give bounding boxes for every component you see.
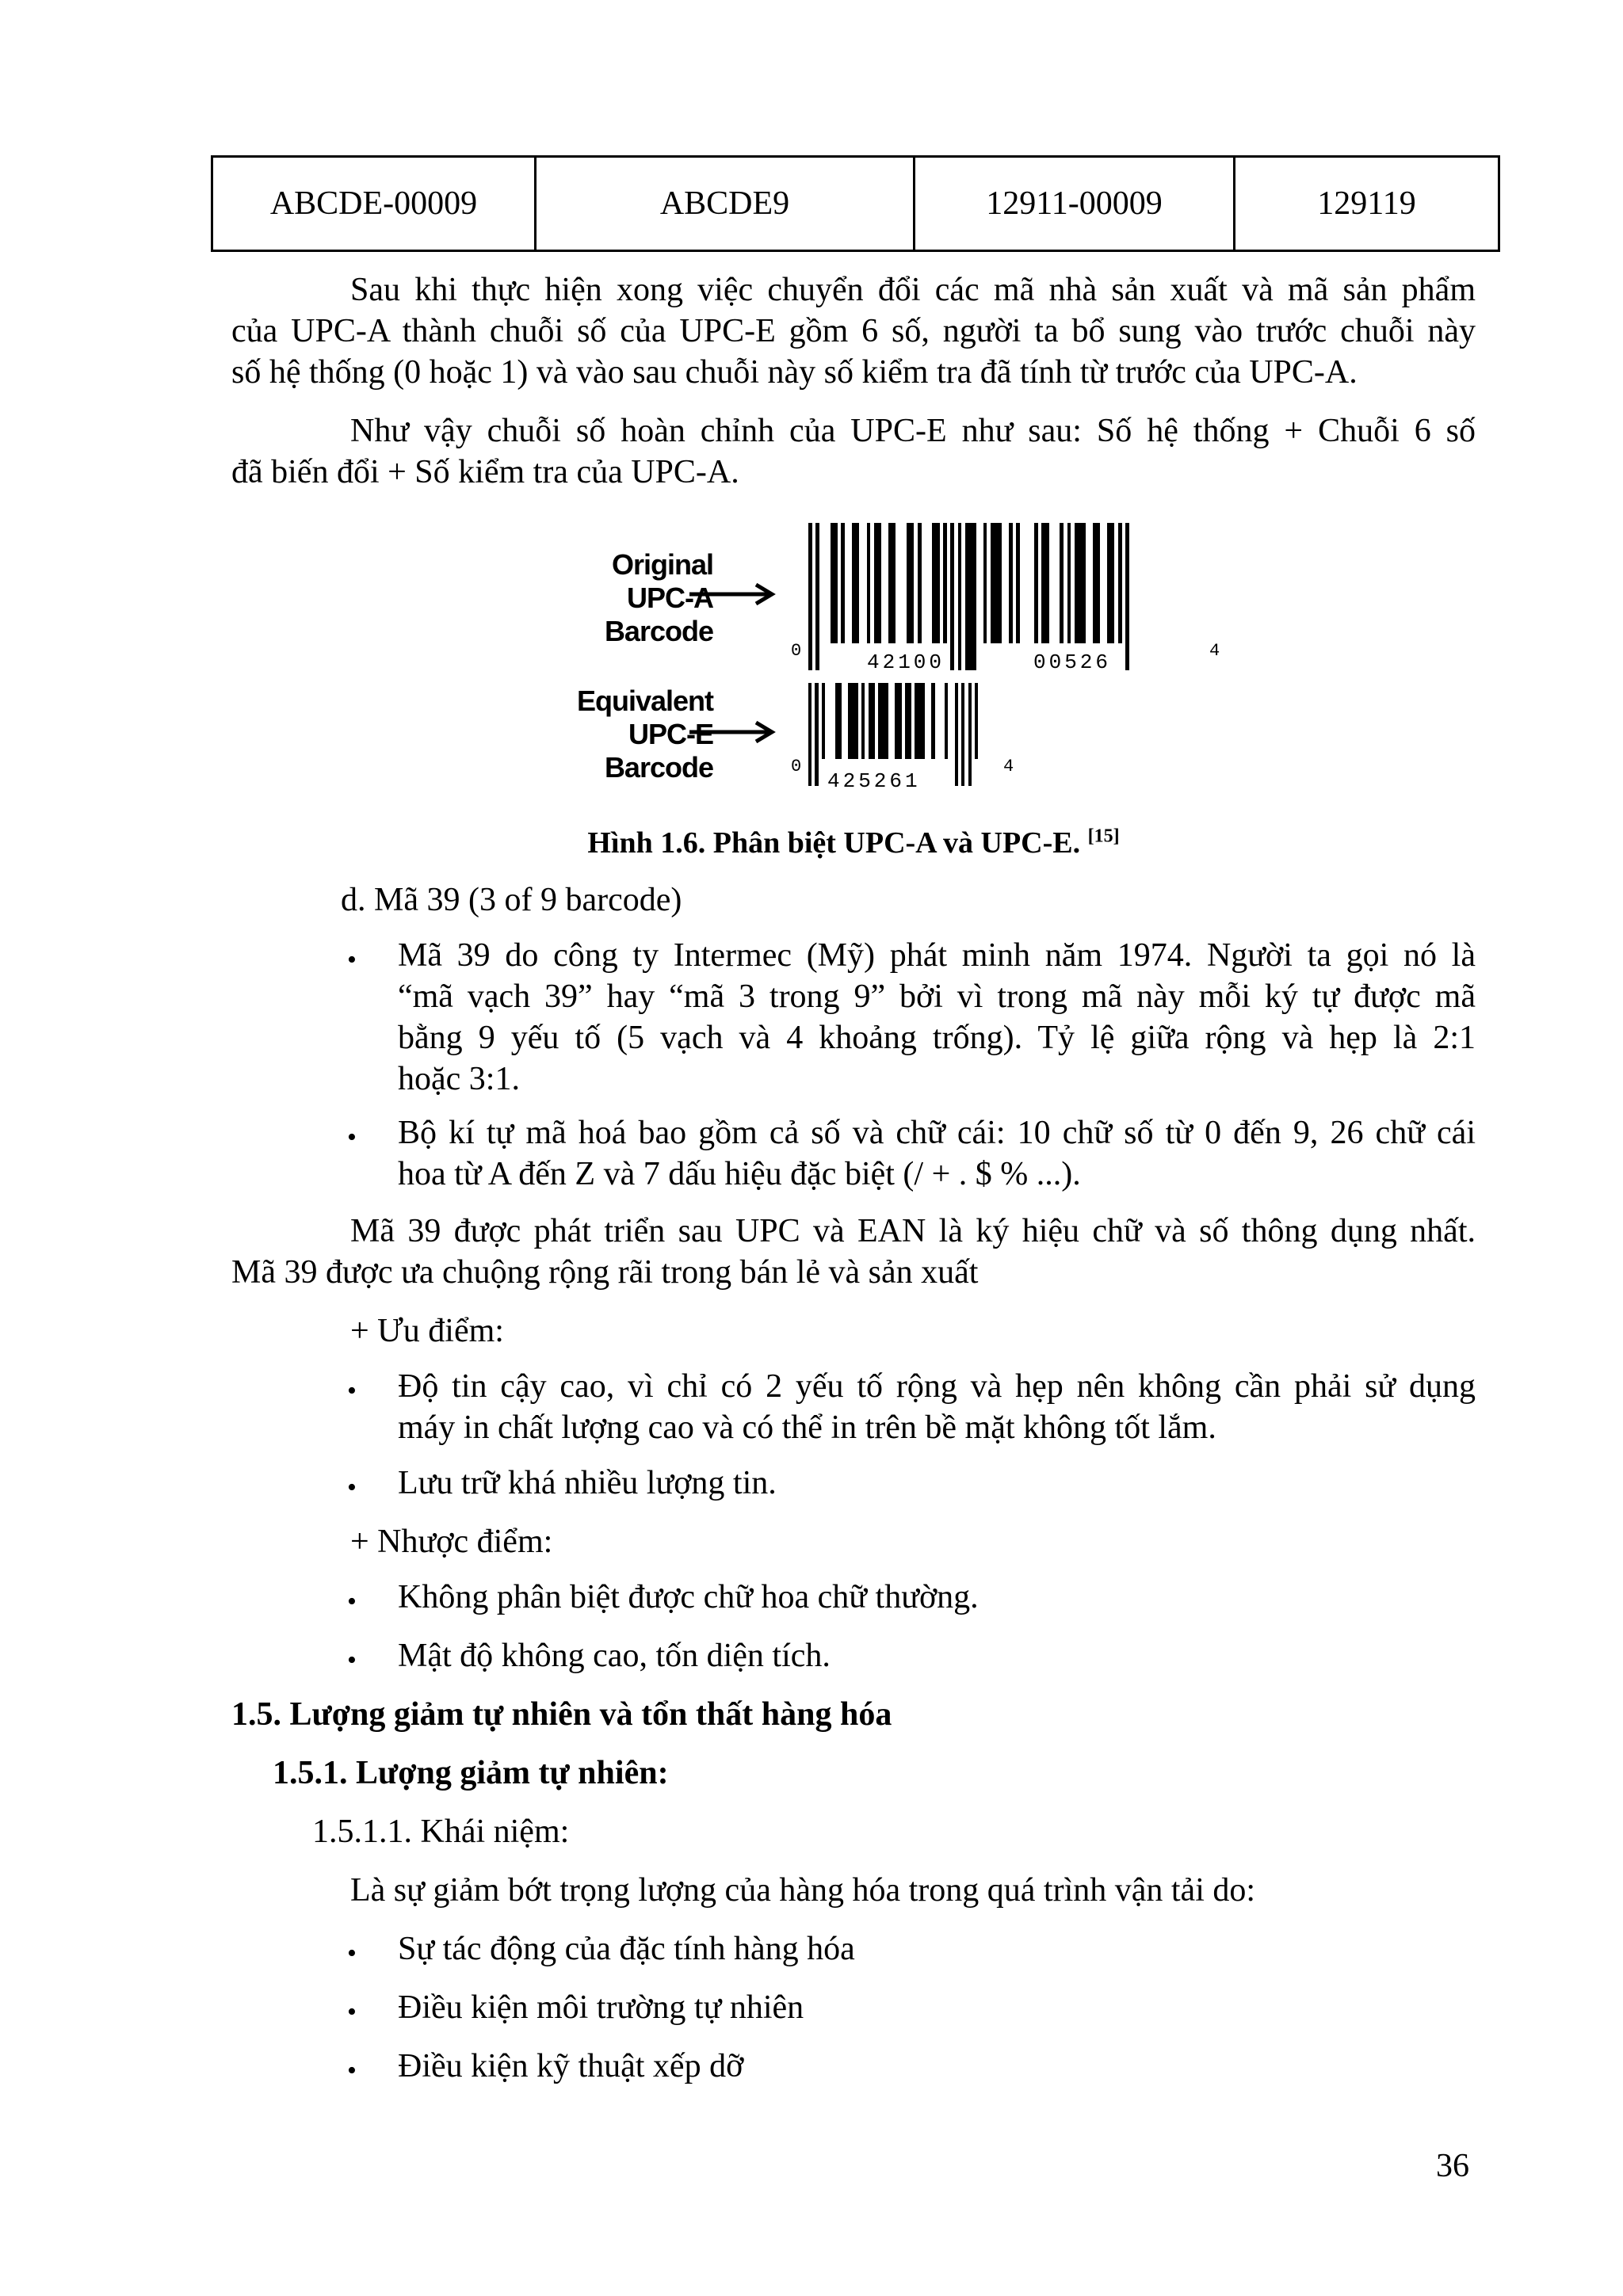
upca-label [523, 548, 713, 648]
upce-label [491, 685, 713, 784]
figure-caption [231, 824, 1476, 862]
barcode-bar [955, 683, 958, 786]
barcode-bar [991, 523, 1002, 643]
barcode-bar [874, 523, 881, 643]
bullet-icon: • [347, 1473, 357, 1502]
barcode-bar [867, 523, 871, 643]
upce-right-digit: 4 [1003, 757, 1014, 776]
table-cell: ABCDE-00009 [212, 157, 536, 251]
barcode-bar [835, 683, 842, 759]
bullet-line: Mã 39 do công ty Intermec (Mỹ) phát minh năm 1974. Người ta gọi nó là [398, 937, 1476, 974]
barcode-bar [1075, 523, 1086, 643]
barcode-bar [1118, 523, 1122, 643]
section-heading: 1.5. Lượng giảm tự nhiên và tổn thất hàng hóa [231, 1696, 892, 1733]
label-line: Equivalent [576, 685, 713, 717]
subsection-heading: 1.5.1. Lượng giảm tự nhiên: [273, 1755, 669, 1791]
label-line: Original [611, 548, 713, 581]
bullet-icon: • [347, 1123, 357, 1152]
bullet-line: Mật độ không cao, tốn diện tích. [398, 1638, 831, 1674]
barcode-bar [888, 523, 896, 643]
cons-heading: + Nhược điểm: [350, 1524, 553, 1560]
table-cell: 129119 [1235, 157, 1499, 251]
paragraph-line: của UPC-A thành chuỗi số của UPC-E gồm 6 số, người ta bổ sung vào trước chuỗi này [231, 313, 1476, 349]
code-table [211, 155, 1500, 252]
section-heading: d. Mã 39 (3 of 9 barcode) [341, 882, 682, 918]
bullet-icon: • [347, 1587, 357, 1616]
barcode-bar [831, 523, 838, 643]
bullet-icon: • [347, 1939, 357, 1968]
bullet-icon: • [347, 1646, 357, 1675]
barcode-bar [965, 523, 976, 670]
bullet-line: Độ tin cậy cao, vì chỉ có 2 yếu tố rộng và hẹp nên không cần phải sử dụng [398, 1368, 1476, 1405]
barcode-bar [822, 683, 825, 759]
upca-digits-group-1: 42100 [864, 651, 948, 673]
paragraph-line: Sau khi thực hiện xong việc chuyển đổi các mã nhà sản xuất và mã sản phẩm [350, 272, 1476, 308]
barcode-bar [958, 523, 962, 670]
upca-right-digit: 4 [1209, 641, 1220, 661]
bullet-line: Sự tác động của đặc tính hàng hóa [398, 1931, 855, 1967]
barcode-bar [975, 683, 978, 759]
bullet-line: Không phân biệt được chữ hoa chữ thường. [398, 1579, 979, 1615]
page-number: 36 [1436, 2148, 1469, 2184]
pros-heading: + Ưu điểm: [350, 1313, 504, 1349]
barcode-bar [808, 683, 812, 786]
paragraph-line: Mã 39 được ưa chuộng rộng rãi trong bán lẻ và sản xuất [231, 1254, 979, 1291]
bullet-line: “mã vạch 39” hay “mã 3 trong 9” bởi vì trong mã này mỗi ký tự được mã [398, 978, 1476, 1015]
upce-left-digit: 0 [791, 757, 802, 776]
label-line: UPC-E [628, 718, 713, 750]
arrow-right-icon [689, 716, 785, 748]
upca-digits-group-2: 00526 [1030, 651, 1114, 673]
table-cell: 12911-00009 [915, 157, 1235, 251]
label-line: UPC-A [627, 582, 713, 614]
barcode-bar [895, 683, 901, 759]
barcode-bar [932, 523, 939, 643]
bullet-line: bằng 9 yếu tố (5 vạch và 4 khoảng trống). Tỷ lệ giữa rộng và hẹp là 2:1 [398, 1020, 1476, 1056]
bullet-line: Điều kiện kỹ thuật xếp dỡ [398, 2048, 744, 2084]
bullet-icon: • [347, 1376, 357, 1405]
barcode-bar [878, 683, 888, 759]
barcode-bar [1093, 523, 1100, 643]
bullet-line: Điều kiện môi trường tự nhiên [398, 1989, 804, 2026]
barcode-bar [1041, 523, 1048, 643]
bullet-icon: • [347, 1997, 357, 2027]
barcode-bar [931, 683, 934, 759]
barcode-bar [943, 523, 947, 643]
bullet-icon: • [347, 945, 357, 974]
barcode-bar [1016, 523, 1020, 643]
caption-reference: [15] [1087, 826, 1120, 847]
paragraph-line: Như vậy chuỗi số hoàn chỉnh của UPC-E như sau: Số hệ thống + Chuỗi 6 số [350, 413, 1476, 449]
paragraph-line: đã biến đổi + Số kiểm tra của UPC-A. [231, 454, 739, 490]
barcode-bar [918, 523, 922, 643]
table-cell: ABCDE9 [536, 157, 915, 251]
bullet-line: máy in chất lượng cao và có thể in trên bề mặt không tốt lắm. [398, 1409, 1216, 1446]
barcode-bar [1034, 523, 1038, 643]
barcode-bar [1060, 523, 1064, 643]
barcode-figure [491, 515, 1252, 800]
barcode-bar [1009, 523, 1013, 643]
paragraph-line: số hệ thống (0 hoặc 1) và vào sau chuỗi này số kiểm tra đã tính từ trước của UPC-A. [231, 354, 1358, 391]
barcode-bar [945, 683, 948, 759]
table-row [212, 157, 1499, 251]
barcode-bar [907, 523, 914, 643]
barcode-bar [841, 523, 845, 643]
barcode-bar [915, 683, 925, 759]
paragraph-line: Là sự giảm bớt trọng lượng của hàng hóa trong quá trình vận tải do: [350, 1872, 1256, 1909]
barcode-bar [950, 523, 954, 670]
barcode-bar [848, 683, 858, 759]
barcode-bar [1067, 523, 1071, 643]
barcode-bar [861, 683, 865, 759]
barcode-bar [968, 683, 972, 786]
barcode-bar [961, 683, 964, 786]
bullet-line: hoặc 3:1. [398, 1061, 520, 1097]
upca-barcode [808, 523, 1205, 670]
barcode-bar [815, 523, 819, 670]
label-line: Barcode [604, 751, 713, 784]
barcode-bar [808, 523, 812, 670]
barcode-bar [983, 523, 987, 643]
bullet-line: Lưu trữ khá nhiều lượng tin. [398, 1465, 777, 1501]
label-line: Barcode [604, 615, 713, 647]
caption-text: Hình 1.6. Phân biệt UPC-A và UPC-E. [587, 826, 1081, 860]
bullet-line: hoa từ A đến Z và 7 dấu hiệu đặc biệt (/ + . $ % ...). [398, 1156, 1081, 1192]
bullet-icon: • [347, 2056, 357, 2085]
paragraph-line: Mã 39 được phát triển sau UPC và EAN là ký hiệu chữ và số thông dụng nhất. [350, 1213, 1476, 1249]
barcode-bar [1125, 523, 1129, 670]
bullet-line: Bộ kí tự mã hoá bao gồm cả số và chữ cái: 10 chữ số từ 0 đến 9, 26 chữ cái [398, 1115, 1476, 1151]
upca-left-digit: 0 [791, 641, 802, 661]
upce-digits-group: 425261 [824, 770, 924, 792]
arrow-right-icon [689, 578, 785, 610]
barcode-bar [905, 683, 911, 759]
barcode-bar [852, 523, 859, 643]
barcode-bar [869, 683, 875, 759]
subsubsection-heading: 1.5.1.1. Khái niệm: [312, 1814, 570, 1850]
barcode-bar [815, 683, 818, 786]
barcode-bar [1107, 523, 1114, 643]
